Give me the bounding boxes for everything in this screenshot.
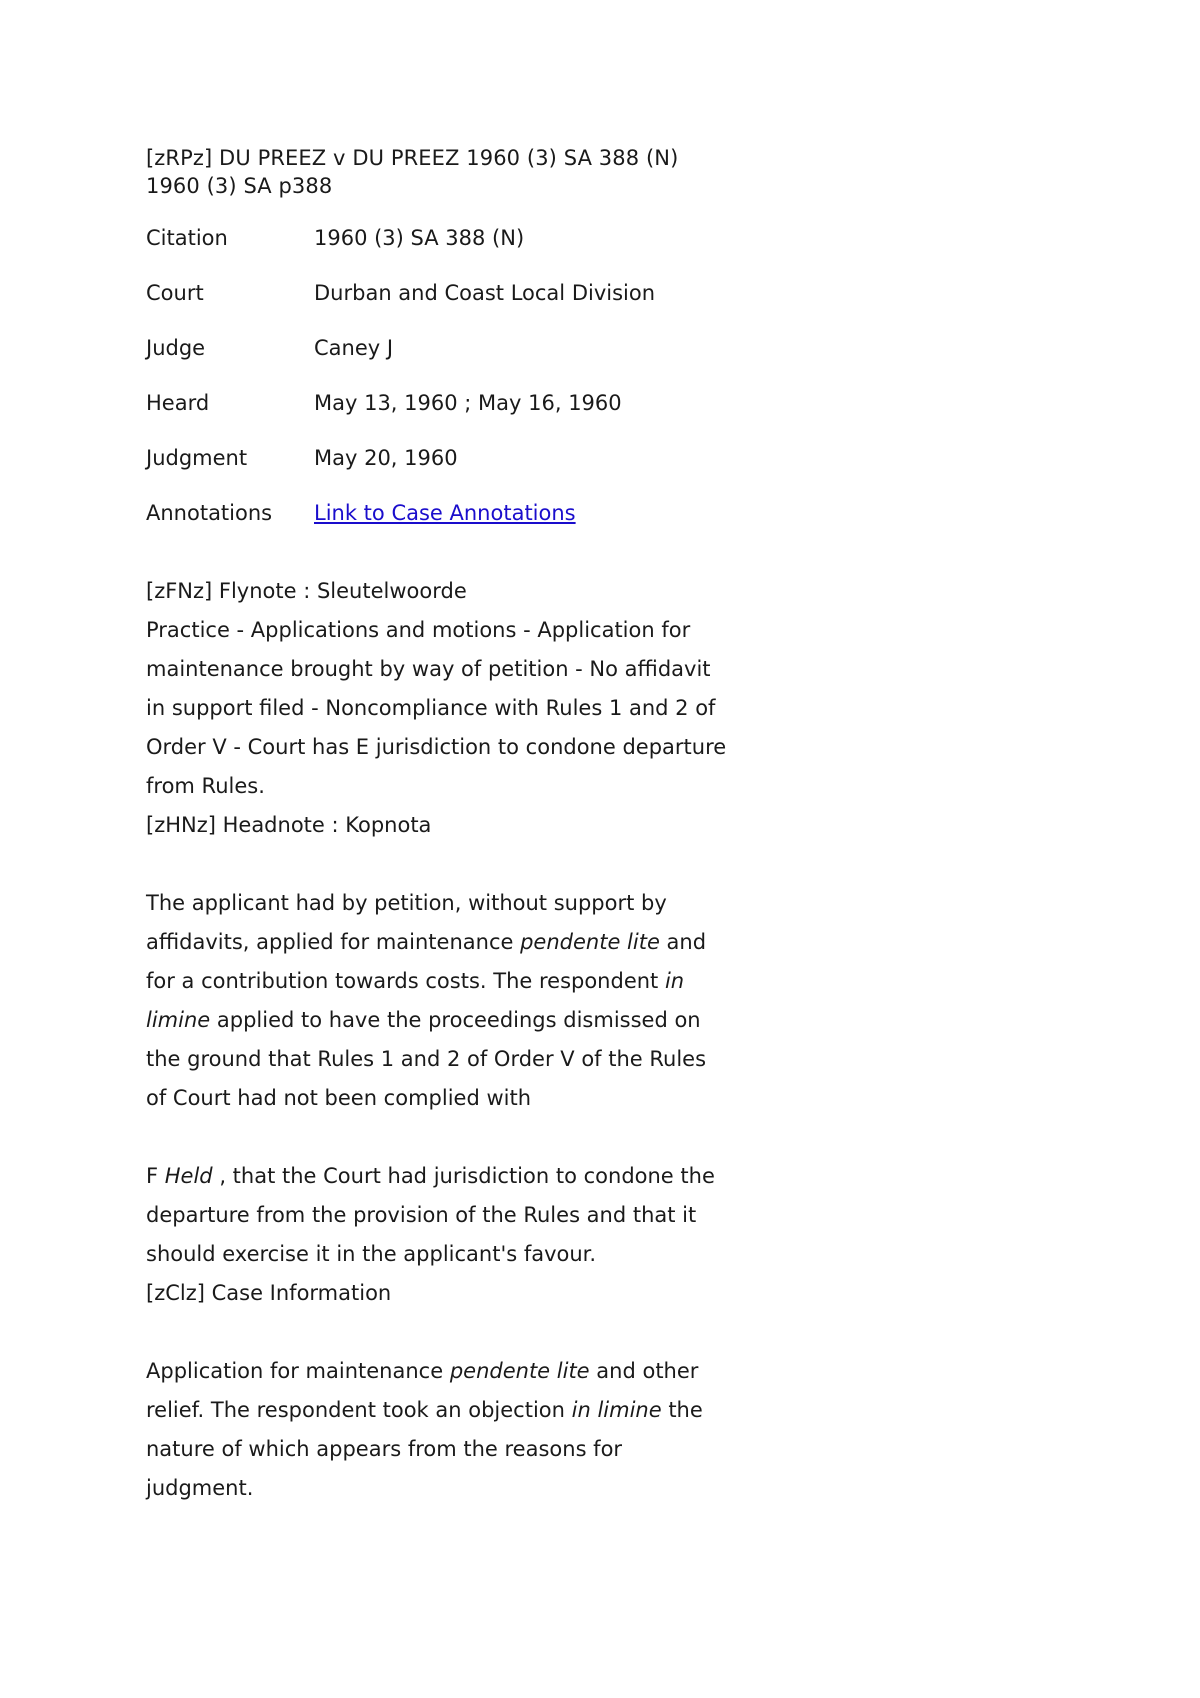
- document-page: [146, 144, 786, 1508]
- italic-term: pendente lite: [449, 1359, 590, 1383]
- text-run: and other: [589, 1359, 699, 1383]
- meta-key: Heard: [146, 391, 210, 415]
- flynote-heading: [zFNz] Flynote : Sleutelwoorde: [146, 579, 467, 603]
- italic-term: Held: [164, 1164, 213, 1188]
- flynote-line: in support filed - Noncompliance with Rules 1 and 2 of: [146, 696, 716, 720]
- meta-key: Citation: [146, 226, 228, 250]
- headnote-heading: [zHNz] Headnote : Kopnota: [146, 813, 432, 837]
- meta-row-judge: [146, 334, 786, 389]
- flynote-line: Order V - Court has E jurisdiction to condone departure: [146, 735, 727, 759]
- document-page-ref: 1960 (3) SA p388: [146, 174, 333, 198]
- italic-term: in: [664, 969, 685, 993]
- text-line: The applicant had by petition, without support by: [146, 891, 667, 915]
- spacer: [146, 845, 786, 884]
- headnote-paragraph-1: [146, 884, 786, 1118]
- text-line: should exercise it in the applicant's favour.: [146, 1242, 597, 1266]
- spacer: [146, 1313, 786, 1352]
- text-run: relief. The respondent took an objection: [146, 1398, 572, 1422]
- flynote-line: Practice - Applications and motions - Application for: [146, 618, 691, 642]
- flynote-line: maintenance brought by way of petition - No affidavit: [146, 657, 711, 681]
- meta-key: Judgment: [146, 446, 248, 470]
- text-run: for a contribution towards costs. The respondent: [146, 969, 665, 993]
- text-run: Application for maintenance: [146, 1359, 450, 1383]
- meta-value-cell: [314, 499, 786, 554]
- text-line: nature of which appears from the reasons for: [146, 1437, 623, 1461]
- headnote-paragraph-2: [146, 1157, 786, 1274]
- case-info-paragraph: [146, 1352, 786, 1508]
- case-annotations-link[interactable]: Link to Case Annotations: [314, 501, 576, 525]
- meta-key: Court: [146, 281, 204, 305]
- text-run: , that the Court had jurisdiction to condone the: [212, 1164, 715, 1188]
- text-run: F: [146, 1164, 165, 1188]
- text-run: applied to have the proceedings dismissed on: [210, 1008, 701, 1032]
- meta-value: May 13, 1960 ; May 16, 1960: [314, 391, 622, 415]
- meta-row-annotations: [146, 499, 786, 554]
- flynote-line: from Rules.: [146, 774, 265, 798]
- italic-term: limine: [146, 1008, 211, 1032]
- meta-row-citation: [146, 224, 786, 279]
- italic-term: pendente lite: [520, 930, 660, 954]
- text-line: of Court had not been complied with: [146, 1086, 532, 1110]
- text-line: the ground that Rules 1 and 2 of Order V of the Rules: [146, 1047, 707, 1071]
- spacer: [146, 1118, 786, 1157]
- text-run: affidavits, applied for maintenance: [146, 930, 521, 954]
- case-meta-table: [146, 224, 786, 554]
- italic-term: in limine: [571, 1398, 662, 1422]
- text-line: departure from the provision of the Rules and that it: [146, 1203, 697, 1227]
- meta-row-judgment: [146, 444, 786, 499]
- meta-key: Annotations: [146, 501, 273, 525]
- text-line: [146, 962, 786, 1001]
- document-title: [zRPz] DU PREEZ v DU PREEZ 1960 (3) SA 388 (N): [146, 146, 679, 170]
- meta-row-heard: [146, 389, 786, 444]
- meta-value: May 20, 1960: [314, 446, 458, 470]
- meta-value: Durban and Coast Local Division: [314, 281, 656, 305]
- meta-value: Caney J: [314, 336, 394, 360]
- text-line: [146, 1352, 786, 1391]
- text-line: judgment.: [146, 1476, 254, 1500]
- text-line: [146, 1001, 786, 1040]
- meta-key: Judge: [146, 336, 206, 360]
- text-line: [146, 1157, 786, 1196]
- text-line: [146, 1391, 786, 1430]
- text-line: [146, 923, 786, 962]
- case-info-heading: [zClz] Case Information: [146, 1281, 392, 1305]
- meta-row-court: [146, 279, 786, 334]
- text-run: the: [661, 1398, 703, 1422]
- meta-value: 1960 (3) SA 388 (N): [314, 226, 525, 250]
- flynote-body: [146, 611, 786, 806]
- text-run: and: [659, 930, 707, 954]
